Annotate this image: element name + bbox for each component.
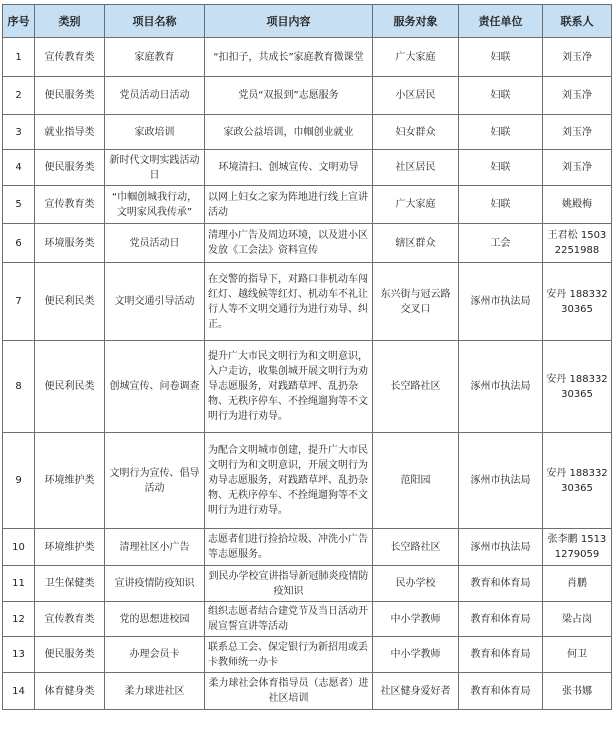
cell-contact: 刘玉净 bbox=[543, 150, 612, 186]
table-row bbox=[3, 115, 612, 150]
table-row bbox=[3, 224, 612, 263]
cell-no: 9 bbox=[3, 433, 35, 529]
cell-name: 新时代文明实践活动日 bbox=[105, 150, 205, 186]
cell-unit: 涿州市执法局 bbox=[459, 263, 543, 341]
volunteer-projects-table bbox=[2, 4, 612, 710]
cell-no: 14 bbox=[3, 673, 35, 710]
cell-name: 文明交通引导活动 bbox=[105, 263, 205, 341]
cell-target: 中小学教师 bbox=[373, 637, 459, 673]
cell-unit: 妇联 bbox=[459, 77, 543, 115]
cell-target: 小区居民 bbox=[373, 77, 459, 115]
cell-target: 长空路社区 bbox=[373, 529, 459, 566]
cell-no: 10 bbox=[3, 529, 35, 566]
cell-unit: 教育和体育局 bbox=[459, 566, 543, 602]
table-row bbox=[3, 433, 612, 529]
cell-content: 以网上妇女之家为阵地进行线上宣讲活动 bbox=[205, 186, 373, 224]
table-row bbox=[3, 602, 612, 637]
cell-name: “巾帼创城我行动，文明家风我传承” bbox=[105, 186, 205, 224]
cell-name: 党员活动日活动 bbox=[105, 77, 205, 115]
table-row bbox=[3, 186, 612, 224]
cell-no: 7 bbox=[3, 263, 35, 341]
cell-category: 环境维护类 bbox=[35, 529, 105, 566]
cell-category: 宣传教育类 bbox=[35, 186, 105, 224]
cell-target: 辖区群众 bbox=[373, 224, 459, 263]
cell-name: 党的思想进校园 bbox=[105, 602, 205, 637]
cell-category: 便民服务类 bbox=[35, 637, 105, 673]
table-row bbox=[3, 263, 612, 341]
cell-content: 清理小广告及周边环境，以及进小区发放《工会法》资料宣传 bbox=[205, 224, 373, 263]
cell-no: 5 bbox=[3, 186, 35, 224]
cell-no: 11 bbox=[3, 566, 35, 602]
cell-target: 中小学教师 bbox=[373, 602, 459, 637]
cell-contact: 梁占岗 bbox=[543, 602, 612, 637]
cell-category: 宣传教育类 bbox=[35, 602, 105, 637]
cell-contact: 张书娜 bbox=[543, 673, 612, 710]
cell-contact: 何卫 bbox=[543, 637, 612, 673]
cell-no: 4 bbox=[3, 150, 35, 186]
table-row bbox=[3, 150, 612, 186]
header-content: 项目内容 bbox=[205, 5, 373, 38]
header-contact: 联系人 bbox=[543, 5, 612, 38]
cell-name: 文明行为宣传、倡导活动 bbox=[105, 433, 205, 529]
cell-contact: 王君松 15032251988 bbox=[543, 224, 612, 263]
cell-no: 6 bbox=[3, 224, 35, 263]
cell-contact: 张李鹏 15131279059 bbox=[543, 529, 612, 566]
cell-content: 组织志愿者结合建党节及当日活动开展宣誓宣讲等活动 bbox=[205, 602, 373, 637]
cell-target: 长空路社区 bbox=[373, 341, 459, 433]
cell-contact: 肖鹏 bbox=[543, 566, 612, 602]
cell-unit: 教育和体育局 bbox=[459, 673, 543, 710]
cell-content: 志愿者们进行捡拾垃圾、冲洗小广告等志愿服务。 bbox=[205, 529, 373, 566]
cell-content: “扣扣子，共成长”家庭教育微课堂 bbox=[205, 38, 373, 77]
cell-target: 社区健身爱好者 bbox=[373, 673, 459, 710]
table-row bbox=[3, 77, 612, 115]
cell-no: 8 bbox=[3, 341, 35, 433]
cell-category: 就业指导类 bbox=[35, 115, 105, 150]
cell-contact: 刘玉净 bbox=[543, 77, 612, 115]
cell-content: 到民办学校宣讲指导新冠肺炎疫情防疫知识 bbox=[205, 566, 373, 602]
cell-content: 联系总工会、保定银行为新招用或丢卡教师统一办卡 bbox=[205, 637, 373, 673]
table-row bbox=[3, 673, 612, 710]
cell-contact: 刘玉净 bbox=[543, 38, 612, 77]
header-name: 项目名称 bbox=[105, 5, 205, 38]
cell-no: 3 bbox=[3, 115, 35, 150]
cell-contact: 刘玉净 bbox=[543, 115, 612, 150]
cell-content: 为配合文明城市创建，提升广大市民文明行为和文明意识，开展文明行为劝导志愿服务，对践踏草坪、乱扔杂物、无秩序停车、不拴绳遛狗等不文明行为进行劝导。 bbox=[205, 433, 373, 529]
cell-category: 环境服务类 bbox=[35, 224, 105, 263]
cell-target: 广大家庭 bbox=[373, 38, 459, 77]
cell-target: 东兴街与冠云路交叉口 bbox=[373, 263, 459, 341]
cell-unit: 妇联 bbox=[459, 38, 543, 77]
cell-no: 13 bbox=[3, 637, 35, 673]
table-row bbox=[3, 566, 612, 602]
cell-content: 党员“双报到”志愿服务 bbox=[205, 77, 373, 115]
cell-contact: 安丹 18833230365 bbox=[543, 341, 612, 433]
cell-unit: 工会 bbox=[459, 224, 543, 263]
header-no: 序号 bbox=[3, 5, 35, 38]
cell-target: 社区居民 bbox=[373, 150, 459, 186]
cell-category: 便民服务类 bbox=[35, 150, 105, 186]
cell-target: 广大家庭 bbox=[373, 186, 459, 224]
cell-no: 2 bbox=[3, 77, 35, 115]
cell-unit: 涿州市执法局 bbox=[459, 433, 543, 529]
cell-name: 党员活动日 bbox=[105, 224, 205, 263]
cell-no: 12 bbox=[3, 602, 35, 637]
cell-name: 家政培训 bbox=[105, 115, 205, 150]
cell-contact: 姚殿梅 bbox=[543, 186, 612, 224]
cell-category: 体育健身类 bbox=[35, 673, 105, 710]
cell-target: 范阳园 bbox=[373, 433, 459, 529]
cell-category: 卫生保健类 bbox=[35, 566, 105, 602]
cell-no: 1 bbox=[3, 38, 35, 77]
cell-category: 便民服务类 bbox=[35, 77, 105, 115]
cell-content: 家政公益培训，巾帼创业就业 bbox=[205, 115, 373, 150]
cell-unit: 教育和体育局 bbox=[459, 602, 543, 637]
table-row bbox=[3, 529, 612, 566]
cell-unit: 教育和体育局 bbox=[459, 637, 543, 673]
cell-unit: 涿州市执法局 bbox=[459, 341, 543, 433]
cell-unit: 妇联 bbox=[459, 150, 543, 186]
cell-contact: 安丹 18833230365 bbox=[543, 263, 612, 341]
cell-unit: 妇联 bbox=[459, 186, 543, 224]
header-row bbox=[3, 5, 612, 38]
table-row bbox=[3, 637, 612, 673]
cell-content: 柔力球社会体育指导员（志愿者）进社区培训 bbox=[205, 673, 373, 710]
cell-category: 宣传教育类 bbox=[35, 38, 105, 77]
cell-unit: 涿州市执法局 bbox=[459, 529, 543, 566]
cell-contact: 安丹 18833230365 bbox=[543, 433, 612, 529]
cell-content: 环境清扫、创城宣传、文明劝导 bbox=[205, 150, 373, 186]
cell-content: 在交警的指导下，对路口非机动车闯红灯、越线候等红灯、机动车不礼让行人等不文明交通行为进行劝导、纠正。 bbox=[205, 263, 373, 341]
cell-category: 环境维护类 bbox=[35, 433, 105, 529]
cell-category: 便民利民类 bbox=[35, 263, 105, 341]
table-row bbox=[3, 38, 612, 77]
cell-name: 柔力球进社区 bbox=[105, 673, 205, 710]
header-target: 服务对象 bbox=[373, 5, 459, 38]
header-unit: 责任单位 bbox=[459, 5, 543, 38]
cell-name: 清理社区小广告 bbox=[105, 529, 205, 566]
cell-target: 妇女群众 bbox=[373, 115, 459, 150]
header-category: 类别 bbox=[35, 5, 105, 38]
cell-name: 办理会员卡 bbox=[105, 637, 205, 673]
cell-category: 便民利民类 bbox=[35, 341, 105, 433]
cell-name: 创城宣传、问卷调查 bbox=[105, 341, 205, 433]
cell-name: 家庭教育 bbox=[105, 38, 205, 77]
cell-target: 民办学校 bbox=[373, 566, 459, 602]
cell-unit: 妇联 bbox=[459, 115, 543, 150]
table-row bbox=[3, 341, 612, 433]
cell-name: 宣讲疫情防疫知识 bbox=[105, 566, 205, 602]
cell-content: 提升广大市民文明行为和文明意识，入户走访，收集创城开展文明行为劝导志愿服务，对践踏草坪、乱扔杂物、无秩序停车、不拴绳遛狗等不文明行为进行劝导。 bbox=[205, 341, 373, 433]
